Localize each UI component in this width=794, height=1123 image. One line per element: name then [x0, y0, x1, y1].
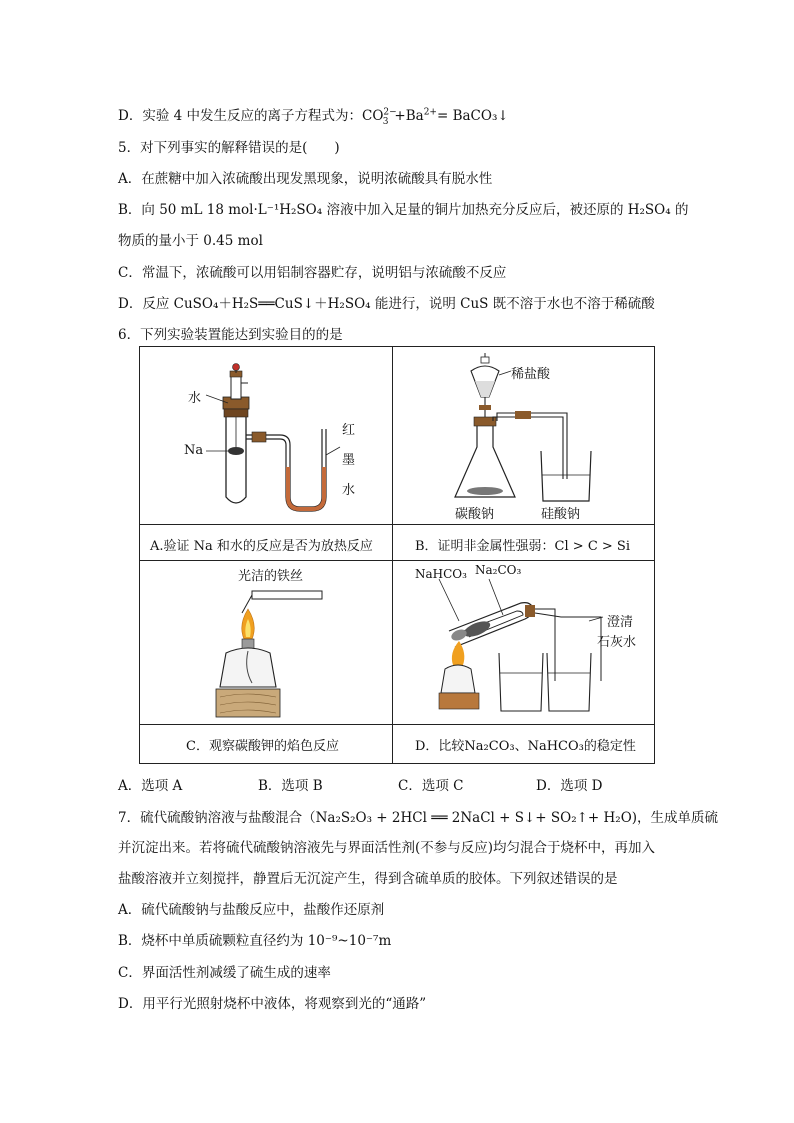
q7-stem-line1: 7．硫代硫酸钠溶液与盐酸混合（Na₂S₂O₃ + 2HCl ══ 2NaCl + S↓+ SO₂↑+ H₂O)，生成单质硫 [118, 810, 719, 826]
caption-b: B．证明非金属性强弱：Cl > C > Si [415, 539, 630, 554]
q7-option-c: C．界面活性剂减缓了硫生成的速率 [118, 965, 331, 981]
label-sodium-carbonate: 碳酸钠 [455, 507, 495, 522]
apparatus-b [393, 347, 656, 524]
label-red-ink-1: 红 [342, 423, 356, 438]
apparatus-a [140, 347, 392, 524]
label-red-ink-2: 墨 [342, 453, 356, 468]
q5-option-b-line2: 物质的量小于 0.45 mol [118, 233, 263, 249]
label-na2co3: Na₂CO₃ [475, 563, 522, 577]
q7-option-b: B．烧杯中单质硫颗粒直径约为 10⁻⁹~10⁻⁷m [118, 933, 392, 949]
ba-charge: 2+ [423, 107, 437, 118]
q7-option-a: A．硫代硫酸钠与盐酸反应中，盐酸作还原剂 [118, 902, 385, 918]
q6-option-c[interactable]: C．选项 C [398, 778, 464, 794]
q5-stem: 5．对下列事实的解释错误的是( ) [118, 140, 340, 156]
label-sodium-silicate: 硅酸钠 [541, 507, 581, 522]
q5-option-a: A．在蔗糖中加入浓硫酸出现发黑现象，说明浓硫酸具有脱水性 [118, 171, 493, 187]
label-iron-wire: 光洁的铁丝 [238, 569, 304, 584]
label-red-ink-3: 水 [342, 483, 356, 498]
q4-option-d: D．实验 4 中发生反应的离子方程式为：$CO^{2-}_3 +Ba^{2+}=$ BaCO₃↓ [118, 107, 509, 127]
caption-c: C．观察碳酸钾的焰色反应 [186, 739, 339, 754]
label-limewater-1: 澄清 [607, 615, 634, 630]
q6-options [118, 774, 678, 794]
q6-option-d[interactable]: D．选项 D [536, 778, 603, 794]
label-water: 水 [188, 391, 202, 406]
apparatus-d [393, 561, 656, 724]
apparatus-table [139, 346, 655, 764]
q7-stem-line2: 并沉淀出来。若将硫代硫酸钠溶液先与界面活性剂(不参与反应)均匀混合于烧杯中，再加入 [118, 840, 656, 856]
apparatus-c [140, 561, 392, 724]
caption-a: A.验证 Na 和水的反应是否为放热反应 [150, 539, 373, 554]
q5-option-d: D．反应 CuSO₄＋H₂S══CuS↓＋H₂SO₄ 能进行，说明 CuS 既不溶于水也不溶于稀硫酸 [118, 296, 655, 312]
q7-option-d: D．用平行光照射烧杯中液体，将观察到光的“通路” [118, 996, 427, 1012]
q5-option-b-line1: B．向 50 mL 18 mol·L⁻¹H₂SO₄ 溶液中加入足量的铜片加热充分反应后，被还原的 H₂SO₄ 的 [118, 202, 689, 218]
q6-option-b[interactable]: B．选项 B [258, 778, 323, 794]
co3-subscript: 3 [382, 116, 389, 127]
apparatus-c-drawing [140, 561, 392, 724]
table-divider-1 [140, 524, 654, 525]
q6-option-a[interactable]: A．选项 A [118, 778, 183, 794]
q5-option-c: C．常温下，浓硫酸可以用铝制容器贮存，说明铝与浓硫酸不反应 [118, 265, 507, 281]
q6-stem: 6．下列实验装置能达到实验目的的是 [118, 327, 343, 343]
label-limewater-2: 石灰水 [597, 635, 637, 650]
label-nahco3: NaHCO₃ [415, 567, 467, 581]
label-na: Na [184, 443, 204, 458]
table-divider-3 [140, 724, 654, 725]
label-dilute-hcl: 稀盐酸 [511, 367, 551, 382]
co3-charge: 2− [383, 107, 397, 118]
caption-d: D．比较Na₂CO₃、NaHCO₃的稳定性 [415, 739, 636, 754]
q7-stem-line3: 盐酸溶液并立刻搅拌，静置后无沉淀产生，得到含硫单质的胶体。下列叙述错误的是 [118, 871, 618, 887]
